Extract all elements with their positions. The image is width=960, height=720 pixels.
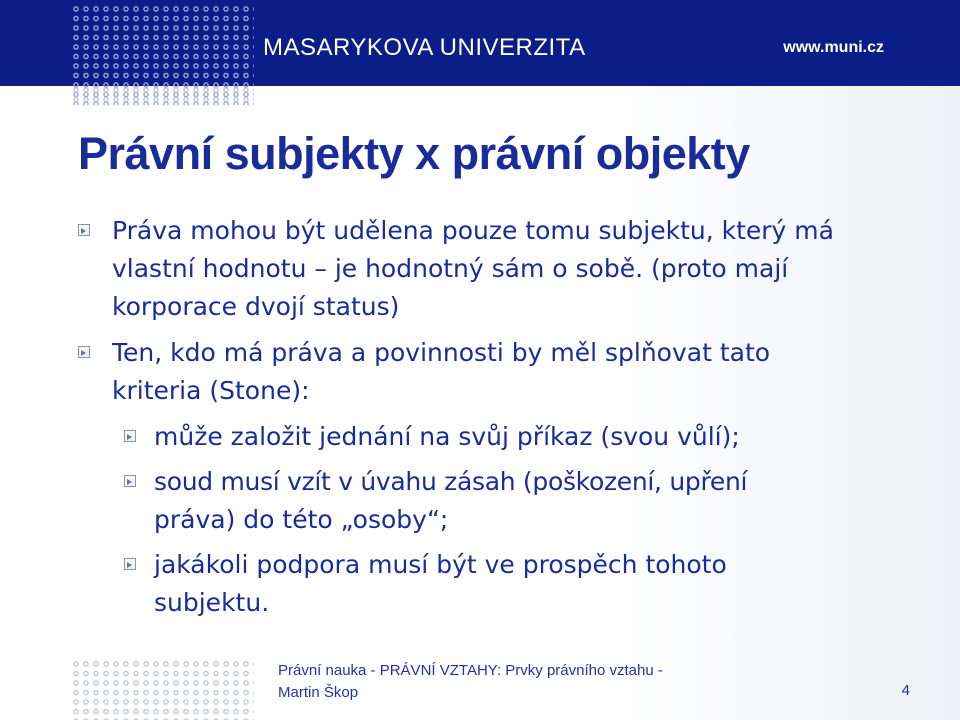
sub-bullet-item <box>78 546 940 622</box>
slide-content <box>78 212 940 629</box>
bullet-arrow-icon <box>124 558 136 570</box>
footer-author: Martin Škop <box>278 684 359 701</box>
footer-line: Právní nauka - PRÁVNÍ VZTAHY: Prvky právního vztahu - <box>278 662 663 679</box>
bullet-line: subjektu. <box>154 588 270 617</box>
sub-bullet-item <box>78 463 940 539</box>
bullet-line: korporace dvojí status) <box>112 292 400 321</box>
footer-dot-pattern <box>72 660 254 720</box>
bullet-arrow-icon <box>124 475 136 487</box>
bullet-line: Ten, kdo má práva a povinnosti by měl splňovat tato <box>112 338 771 367</box>
bullet-line: jakákoli podpora musí být ve prospěch tohoto <box>154 550 727 579</box>
bullet-line: vlastní hodnotu – je hodnotný sám o sobě. (proto mají <box>112 254 789 283</box>
bullet-line: soud musí vzít v úvahu zásah (poškození, upření <box>154 467 748 496</box>
bullet-line: Práva mohou být udělena pouze tomu subjektu, který má <box>112 216 834 245</box>
university-url: www.muni.cz <box>783 39 884 56</box>
sub-bullet-item <box>78 418 940 456</box>
bullet-arrow-icon <box>78 346 90 358</box>
footer-caption <box>278 660 708 704</box>
bullet-arrow-icon <box>78 224 90 236</box>
slide-title: Právní subjekty x právní objekty <box>78 128 750 179</box>
university-name: MASARYKOVA UNIVERZITA <box>263 34 586 61</box>
bullet-line: kriteria (Stone): <box>112 376 310 405</box>
bullet-item <box>78 334 940 410</box>
bullet-line: práva) do této „osoby“; <box>154 505 449 534</box>
bullet-line: může založit jednání na svůj příkaz (svou vůlí); <box>154 422 740 451</box>
bullet-item <box>78 212 940 326</box>
header-dot-pattern-lower <box>72 86 254 104</box>
bullet-arrow-icon <box>124 430 136 442</box>
header-band <box>0 0 960 86</box>
page-number: 4 <box>901 682 910 699</box>
